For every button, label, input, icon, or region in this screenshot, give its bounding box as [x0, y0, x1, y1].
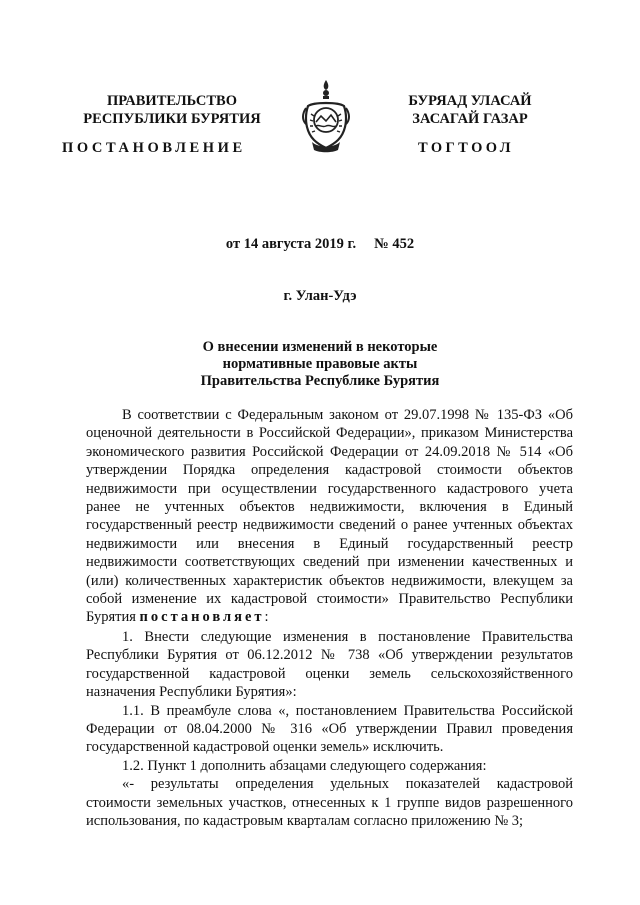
decree-colon: :: [264, 609, 269, 626]
coat-of-arms-emblem-icon: [300, 78, 352, 154]
header-left-block: [52, 92, 292, 128]
header-left-line1: ПРАВИТЕЛЬСТВО: [107, 93, 237, 109]
title-line2: нормативные правовые акты: [222, 356, 418, 372]
document-number: № 452: [374, 236, 415, 252]
preamble-text: В соответствии с Федеральным законом от 29.07.1998 № 135-ФЗ «Об оценочной деятельности в Российской Федерации», приказом Министерства экономического развития Российской Федерации от 24.09.2018 № 514 «Об утверждении Порядка определения кадастровой стоимости объектов недвижимости при осуществлении государственного кадастрового учета ранее не учтенных объектов недвижимости, включения в Единый государственный реестр недвижимости сведений о ранее учтенных объектах недвижимости или внесения в Единый государственный реестр недвижимости соответствующих сведений при изменении качественных и (или) количественных характеристик объектов недвижимости, влекущем за собой изменение их кадастровой стоимости» Правительство Республики Бурятия: [86, 407, 573, 626]
title-line1: О внесении изменений в некоторые: [202, 339, 438, 355]
item-1-2-quote-paragraph: «- результаты определения удельных показателей кадастровой стоимости земельных участков, отнесенных к 1 группе видов разрешенного использования, по кадастровым кварталам согласно приложению № 3;: [86, 776, 573, 830]
doc-type-buryat: ТОГТООЛ: [418, 140, 514, 156]
city-name: г. Улан-Удэ: [283, 288, 357, 304]
date-number-line: [0, 236, 640, 253]
header-right-line2: ЗАСАГАЙ ГАЗАР: [412, 111, 528, 127]
decree-word: постановляет: [139, 609, 265, 626]
header-left-line2: РЕСПУБЛИКИ БУРЯТИЯ: [83, 111, 261, 127]
item-1-paragraph: 1. Внести следующие изменения в постановление Правительства Республики Бурятия от 06.12.2012 № 738 «Об утверждении результатов государственной кадастровой оценки земель сельскохозяйственного назначения Республики Бурятия»:: [86, 629, 573, 701]
preamble-block: [86, 406, 573, 627]
document-date: от 14 августа 2019 г.: [225, 236, 357, 252]
item-1-1-paragraph: 1.1. В преамбуле слова «, постановлением Правительства Российской Федерации от 08.04.2000 № 316 «Об утверждении Правил проведения государственной кадастровой оценки земель» исключить.: [86, 702, 573, 756]
header-right-line1: БУРЯАД УЛАСАЙ: [408, 93, 532, 109]
title-line3: Правительства Республике Бурятия: [200, 373, 440, 389]
items-block: [86, 628, 573, 830]
doc-type-russian: ПОСТАНОВЛЕНИЕ: [62, 140, 246, 156]
document-title: [0, 339, 640, 390]
header-right-block: [350, 92, 590, 128]
item-1-2-paragraph: 1.2. Пункт 1 дополнить абзацами следующего содержания:: [122, 757, 487, 774]
preamble-paragraph: [86, 406, 573, 627]
